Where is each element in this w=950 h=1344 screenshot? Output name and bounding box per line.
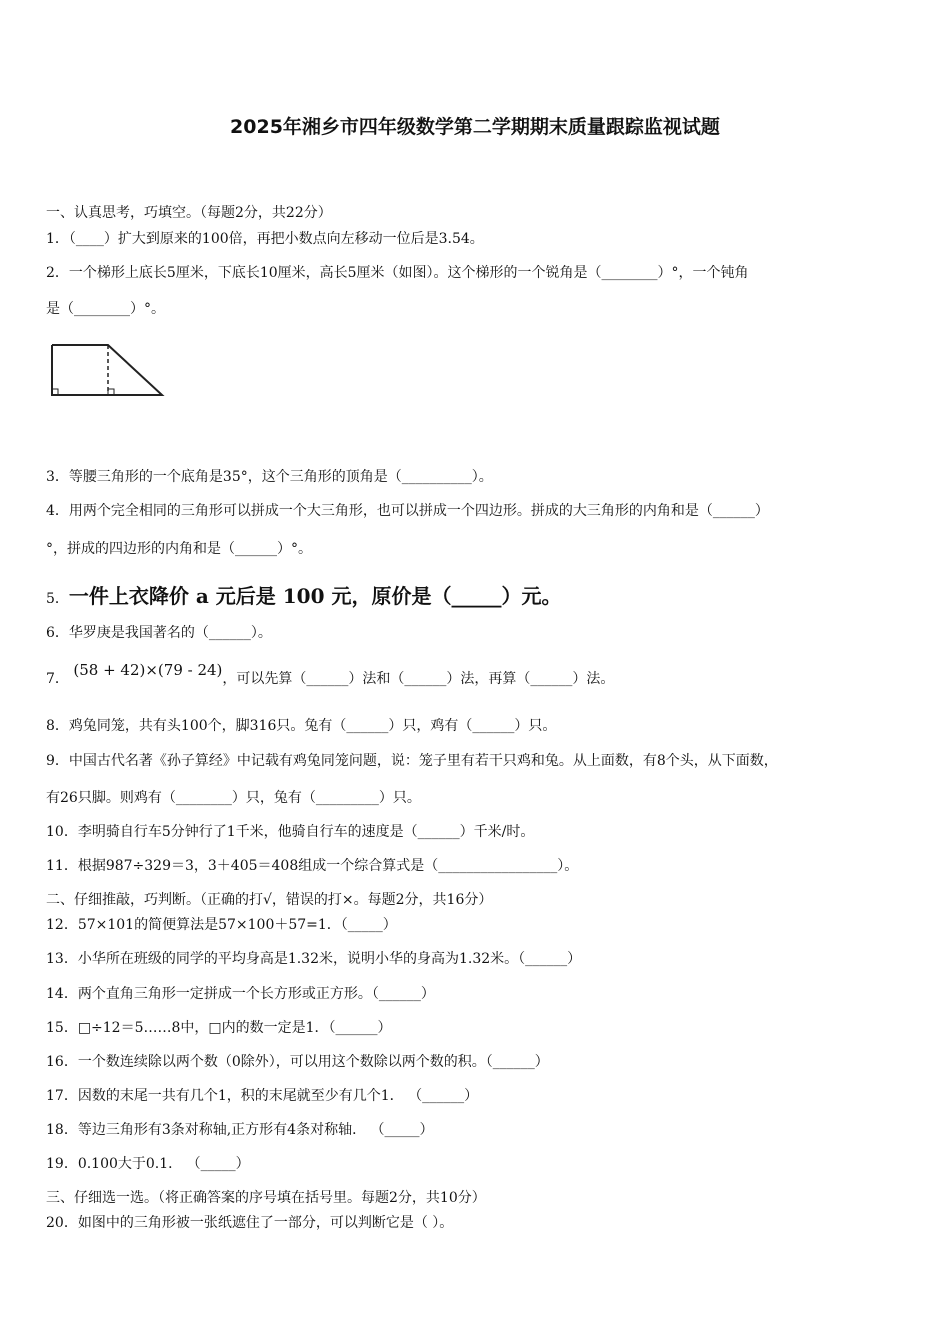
question-6: 6．华罗庚是我国著名的（______）。 bbox=[46, 625, 272, 641]
question-7-text: ，可以先算（______）法和（______）法，再算（______）法。 bbox=[222, 671, 615, 687]
question-19: 19．0.100大于0.1． （_____） bbox=[46, 1156, 250, 1172]
question-7 bbox=[46, 661, 906, 688]
question-5 bbox=[46, 580, 906, 609]
section-3-heading: 三、仔细选一选。（将正确答案的序号填在括号里。每题2分，共10分） bbox=[46, 1190, 486, 1206]
question-9-line-1: 9．中国古代名著《孙子算经》中记载有鸡兔同笼问题，说：笼子里有若干只鸡和兔。从上面数，有8个头，从下面数， bbox=[46, 753, 778, 769]
page-title: 2025年湘乡市四年级数学第二学期期末质量跟踪监视试题 bbox=[230, 116, 720, 138]
question-13: 13．小华所在班级的同学的平均身高是1.32米，说明小华的身高为1.32米。（______） bbox=[46, 951, 582, 967]
question-5-text: 一件上衣降价 a 元后是 100 元，原价是（_____）元。 bbox=[68, 584, 562, 608]
question-3: 3．等腰三角形的一个底角是35°，这个三角形的顶角是（__________）。 bbox=[46, 469, 493, 485]
question-2-line-2: 是（________）°。 bbox=[46, 301, 165, 317]
question-7-expression: (58 + 42)×(79 - 24) bbox=[73, 661, 223, 679]
question-8: 8．鸡兔同笼，共有头100个，脚316只。兔有（______）只，鸡有（______）只。 bbox=[46, 718, 557, 734]
section-2-heading: 二、仔细推敲，巧判断。（正确的打√，错误的打×。每题2分，共16分） bbox=[46, 892, 493, 908]
question-14: 14．两个直角三角形一定拼成一个长方形或正方形。（______） bbox=[46, 986, 435, 1002]
section-1-heading: 一、认真思考，巧填空。（每题2分，共22分） bbox=[46, 205, 332, 221]
question-4-line-2: °，拼成的四边形的内角和是（______）°。 bbox=[46, 541, 312, 557]
question-11: 11．根据987÷329＝3，3＋405＝408组成一个综合算式是（_________________）。 bbox=[46, 858, 579, 874]
question-20: 20．如图中的三角形被一张纸遮住了一部分，可以判断它是（ ）。 bbox=[46, 1215, 454, 1231]
question-16: 16．一个数连续除以两个数（0除外），可以用这个数除以两个数的积。（______） bbox=[46, 1054, 549, 1070]
question-7-number: 7． bbox=[46, 671, 69, 687]
question-15: 15．□÷12＝5……8中，□内的数一定是1．（______） bbox=[46, 1020, 392, 1036]
question-10: 10．李明骑自行车5分钟行了1千米，他骑自行车的速度是（______）千米/时。 bbox=[46, 824, 535, 840]
question-12: 12．57×101的简便算法是57×100＋57=1．（_____） bbox=[46, 917, 397, 933]
question-1: 1．（____）扩大到原来的100倍，再把小数点向左移动一位后是3.54。 bbox=[46, 231, 484, 247]
question-9-line-2: 有26只脚。则鸡有（________）只，兔有（_________）只。 bbox=[46, 790, 421, 806]
trapezoid-figure bbox=[40, 330, 180, 430]
question-18: 18．等边三角形有3条对称轴,正方形有4条对称轴． （_____） bbox=[46, 1122, 434, 1138]
question-4-line-1: 4．用两个完全相同的三角形可以拼成一个大三角形，也可以拼成一个四边形。拼成的大三角形的内角和是（______） bbox=[46, 503, 769, 519]
question-5-number: 5． bbox=[46, 591, 69, 607]
question-17: 17．因数的末尾一共有几个1，积的末尾就至少有几个1． （______） bbox=[46, 1088, 479, 1104]
question-2-line-1: 2．一个梯形上底长5厘米，下底长10厘米，高长5厘米（如图）。这个梯形的一个锐角是（________）°，一个钝角 bbox=[46, 265, 749, 281]
